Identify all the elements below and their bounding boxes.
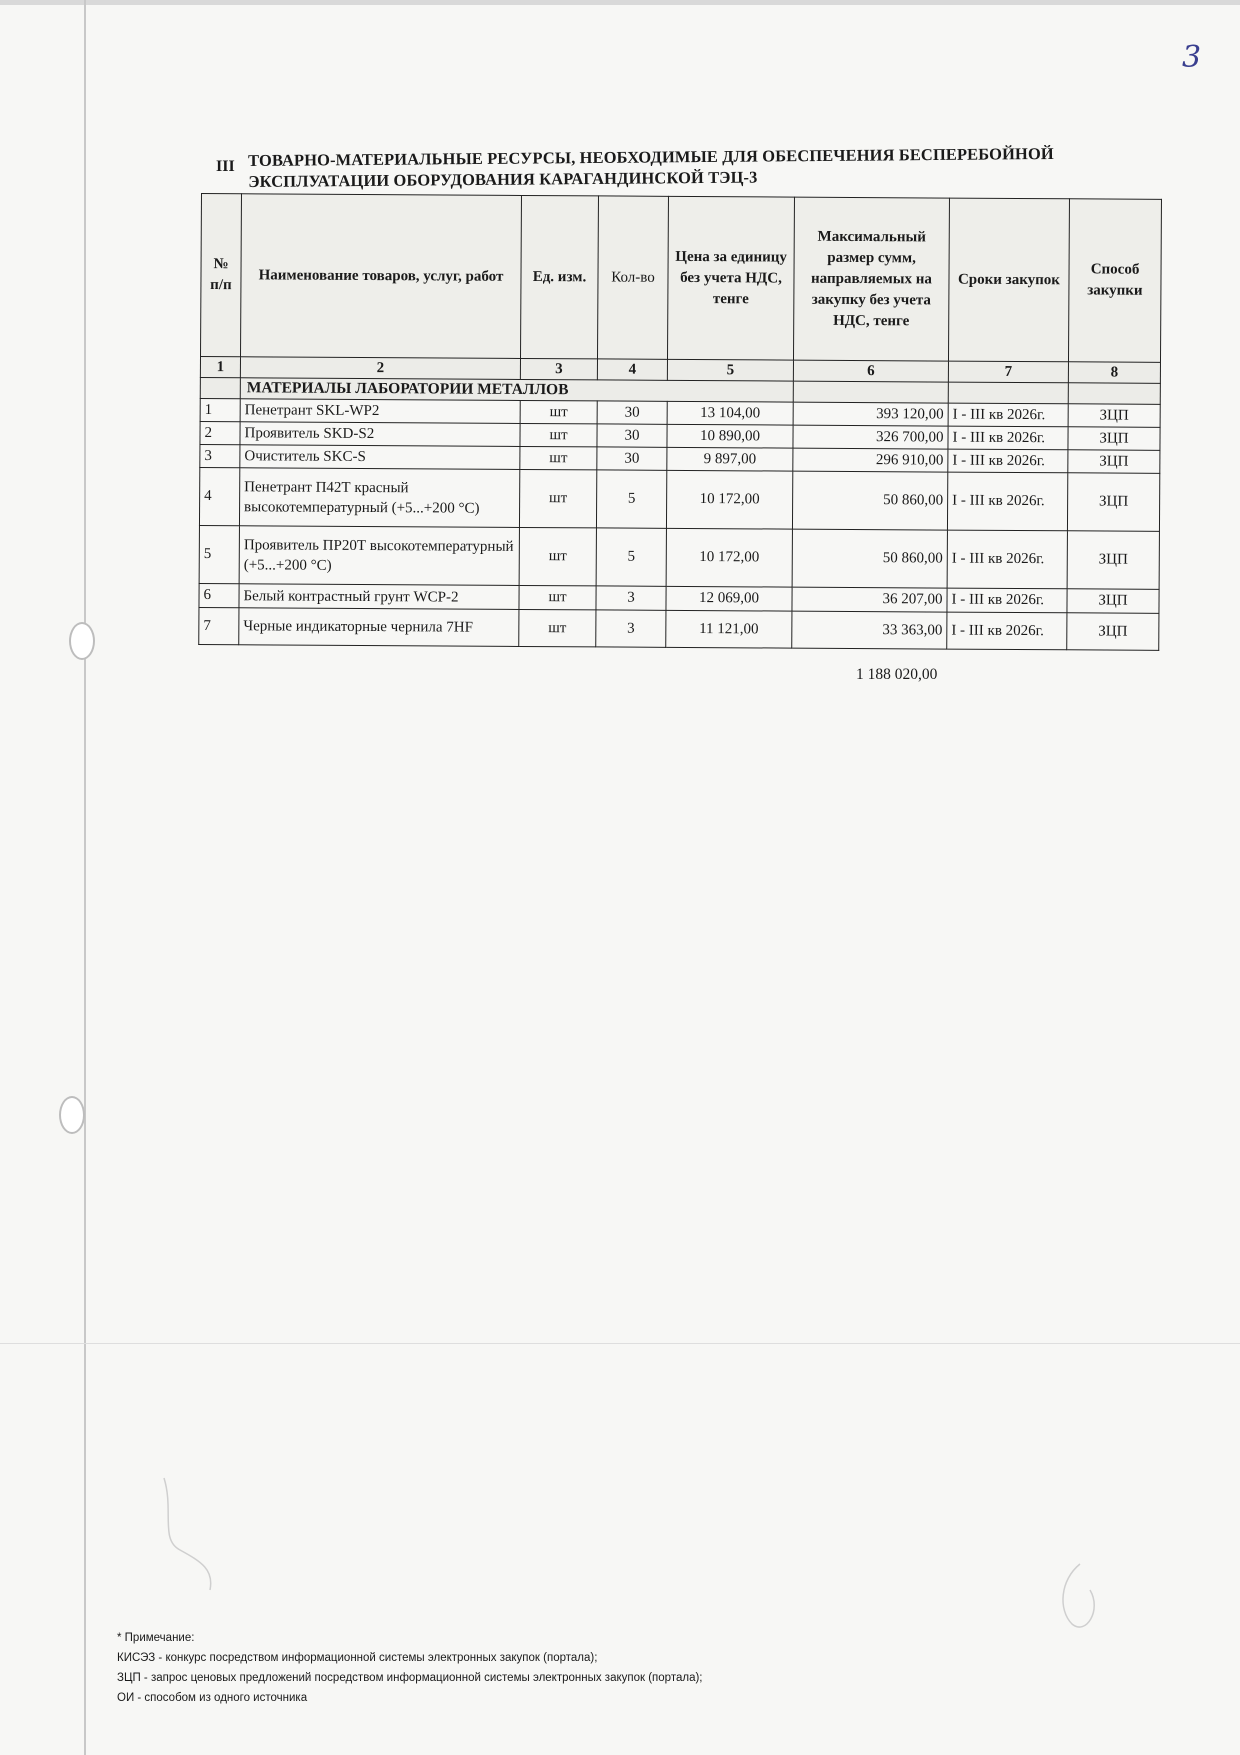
unit-price: 9 897,00 bbox=[667, 447, 793, 471]
margin-line bbox=[84, 0, 86, 1755]
item-name: Черные индикаторные чернила 7HF bbox=[239, 608, 519, 647]
purchase-method: ЗЦП bbox=[1067, 613, 1159, 651]
section-title: ТОВАРНО-МАТЕРИАЛЬНЫЕ РЕСУРСЫ, НЕОБХОДИМЫЕ ДЛЯ ОБЕСПЕЧЕНИЯ БЕСПЕРЕБОЙНОЙ ЭКСПЛУАТАЦИИ ОБОРУДОВАНИЯ КАРАГАНДИНСКОЙ ТЭЦ-3 bbox=[248, 143, 1054, 191]
purchase-period: I - III кв 2026г. bbox=[947, 588, 1067, 613]
purchase-period: I - III кв 2026г. bbox=[947, 472, 1067, 531]
purchase-period: I - III кв 2026г. bbox=[948, 426, 1068, 450]
quantity: 30 bbox=[597, 447, 667, 470]
item-name: Проявитель SKD-S2 bbox=[240, 422, 520, 447]
column-number: 4 bbox=[597, 359, 667, 380]
unit: шт bbox=[519, 585, 596, 609]
table-row bbox=[199, 467, 1159, 531]
faint-signature-mark bbox=[150, 1470, 240, 1600]
notes-heading: * Примечание: bbox=[117, 1632, 195, 1644]
section-number: III bbox=[216, 158, 235, 175]
item-name: Пенетрант П42Т красный высокотемпературный (+5...+200 °С) bbox=[239, 468, 519, 528]
header-cell: Максимальный размер сумм, направляемых на закупку без учета НДС, тенге bbox=[793, 197, 949, 361]
empty-cell bbox=[793, 381, 948, 403]
column-number: 5 bbox=[667, 359, 793, 381]
header-cell: Способ закупки bbox=[1068, 199, 1161, 363]
unit: шт bbox=[519, 527, 596, 585]
header-cell: Сроки закупок bbox=[948, 198, 1069, 362]
header-cell: Наименование товаров, услуг, работ bbox=[241, 194, 522, 359]
header-cell: Ед. изм. bbox=[520, 195, 598, 358]
max-sum: 50 860,00 bbox=[792, 471, 947, 530]
max-sum: 36 207,00 bbox=[792, 587, 947, 612]
purchase-method: ЗЦП bbox=[1068, 427, 1160, 451]
purchase-method: ЗЦП bbox=[1067, 473, 1159, 532]
procurement-table bbox=[198, 193, 1162, 651]
column-number: 6 bbox=[793, 360, 948, 382]
note-line: ЗЦП - запрос ценовых предложений посредством информационной системы электронных закупок (портала); bbox=[117, 1672, 703, 1684]
header-cell: № п/п bbox=[201, 194, 242, 357]
purchase-period: I - III кв 2026г. bbox=[948, 403, 1068, 427]
fold-line bbox=[0, 1343, 1240, 1344]
unit: шт bbox=[520, 423, 597, 446]
empty-cell bbox=[200, 377, 240, 398]
handwritten-page-number: 3 bbox=[1182, 40, 1202, 75]
unit: шт bbox=[520, 446, 597, 469]
unit-price: 11 121,00 bbox=[666, 610, 792, 648]
notes-section bbox=[117, 1628, 1017, 1708]
purchase-method: ЗЦП bbox=[1067, 589, 1159, 614]
row-number: 4 bbox=[199, 467, 239, 525]
max-sum: 393 120,00 bbox=[793, 402, 948, 426]
quantity: 5 bbox=[596, 470, 666, 528]
header-cell: Цена за единицу без учета НДС, тенге bbox=[667, 196, 794, 360]
header-cell: Кол-во bbox=[597, 196, 668, 359]
empty-cell bbox=[1068, 383, 1160, 405]
punch-hole bbox=[59, 1096, 85, 1134]
empty-cell bbox=[948, 382, 1068, 404]
scan-top-edge bbox=[0, 0, 1240, 5]
column-number: 3 bbox=[520, 358, 597, 379]
unit-price: 13 104,00 bbox=[667, 401, 793, 425]
punch-hole bbox=[69, 622, 95, 660]
item-name: Очиститель SKC-S bbox=[240, 445, 520, 470]
item-name: Белый контрастный грунт WCP-2 bbox=[239, 584, 519, 610]
max-sum: 50 860,00 bbox=[792, 529, 947, 588]
quantity: 30 bbox=[597, 424, 667, 447]
grand-total: 1 188 020,00 bbox=[856, 666, 938, 683]
max-sum: 296 910,00 bbox=[793, 448, 948, 472]
purchase-period: I - III кв 2026г. bbox=[947, 530, 1067, 589]
item-name: Проявитель ПР20Т высокотемпературный (+5...+200 °С) bbox=[239, 526, 519, 586]
row-number: 1 bbox=[200, 398, 240, 421]
table-header-row bbox=[201, 194, 1162, 363]
row-number: 2 bbox=[200, 421, 240, 444]
quantity: 3 bbox=[596, 610, 666, 647]
row-number: 7 bbox=[199, 607, 239, 644]
purchase-period: I - III кв 2026г. bbox=[947, 612, 1067, 650]
row-number: 5 bbox=[199, 525, 239, 583]
table-row bbox=[199, 525, 1159, 589]
quantity: 5 bbox=[596, 528, 666, 586]
column-number: 2 bbox=[240, 357, 520, 380]
max-sum: 33 363,00 bbox=[792, 611, 947, 649]
max-sum: 326 700,00 bbox=[793, 425, 948, 449]
purchase-method: ЗЦП bbox=[1068, 404, 1160, 428]
column-number: 8 bbox=[1068, 362, 1160, 384]
purchase-period: I - III кв 2026г. bbox=[948, 449, 1068, 473]
table-row bbox=[199, 607, 1159, 650]
row-number: 3 bbox=[200, 444, 240, 467]
unit: шт bbox=[519, 469, 596, 527]
unit-price: 10 172,00 bbox=[666, 528, 792, 587]
item-name: Пенетрант SKL-WP2 bbox=[240, 399, 520, 424]
note-line: ОИ - способом из одного источника bbox=[117, 1692, 308, 1704]
group-title: МАТЕРИАЛЫ ЛАБОРАТОРИИ МЕТАЛЛОВ bbox=[240, 378, 793, 402]
unit: шт bbox=[519, 609, 596, 646]
purchase-method: ЗЦП bbox=[1067, 531, 1159, 590]
unit-price: 12 069,00 bbox=[666, 586, 792, 611]
purchase-method: ЗЦП bbox=[1068, 450, 1160, 474]
note-line: КИСЭЗ - конкурс посредством информационной системы электронных закупок (портала); bbox=[117, 1652, 598, 1664]
column-number: 1 bbox=[200, 357, 240, 378]
quantity: 30 bbox=[597, 401, 667, 424]
quantity: 3 bbox=[596, 586, 666, 610]
unit: шт bbox=[520, 400, 597, 423]
column-number: 7 bbox=[948, 361, 1068, 383]
row-number: 6 bbox=[199, 583, 239, 607]
unit-price: 10 890,00 bbox=[667, 424, 793, 448]
unit-price: 10 172,00 bbox=[666, 470, 792, 529]
faint-signature-mark bbox=[1050, 1560, 1110, 1640]
